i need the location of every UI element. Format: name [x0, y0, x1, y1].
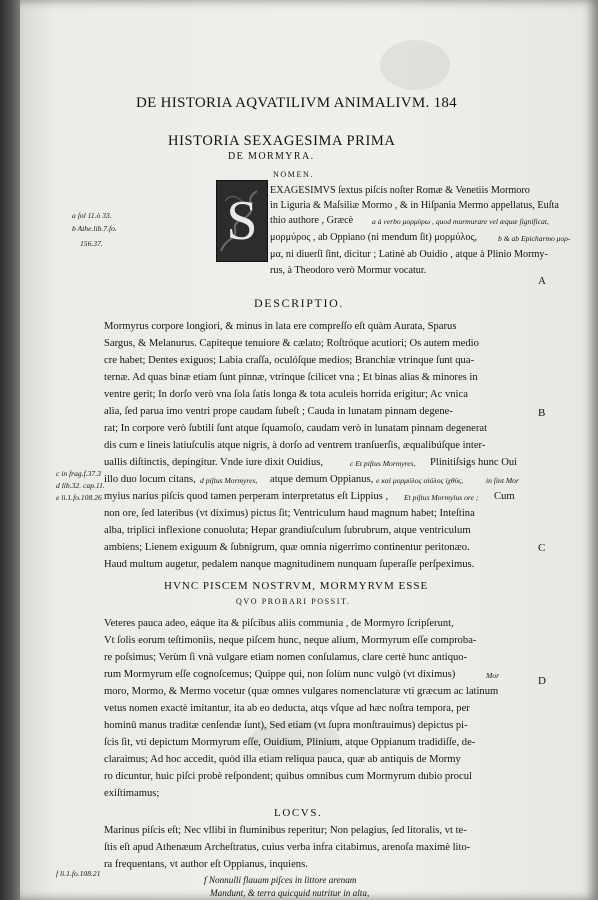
nomen-line: in Liguria & Maſsiliæ Mormo , & in Hiſpania Mermo appellatus, Euſta	[270, 200, 559, 211]
side-letter: C	[538, 542, 546, 554]
descriptio-line: Haud multum augetur, pedalem nanque magnitudinem nunquam ſuperaſſe perſpeximus.	[104, 559, 475, 570]
running-head: DE HISTORIA AQVATILIVM ANIMALIVM. 184	[136, 95, 457, 111]
hunc-line: moro, Mormo, & Mermo vocetur (quæ omnes vulgares nomenclaturæ vti græcum ac latinum	[104, 686, 499, 697]
descriptio-line: myius narius piſcis quod tamen perperam interpretatus eſt Lippius ,	[104, 491, 389, 502]
descriptio-line-tail: atque demum Oppianus,	[270, 474, 374, 485]
descriptio-line: non ore, ſed lateribus (vt diximus) pictus ſit; Ventriculum haud magnum habet; Inteſtina	[104, 508, 475, 519]
descriptio-line: ambiens; Lienem exiguum & ſubnigrum, quæ omnia nigerrimo continentur peritonæo.	[104, 542, 470, 553]
hunc-line: Veteres pauca adeo, eáque ita & piſcibus aliis communia , de Mormyro ſcripſerunt,	[104, 618, 454, 629]
locus-line: ſtis eſt apud Athenæum Archeſtratus, cuius verba infra citabimus, arenoſa maximè lito-	[104, 842, 471, 853]
book-spine	[0, 0, 20, 900]
descriptio-line: cre habet; Dentes exiguos; Labia craſſa, oculóſque medios; Branchiæ vtrinque ſunt qua-	[104, 355, 475, 366]
side-letter: D	[538, 675, 546, 687]
hunc-line: ſcis ſit, vti depictum Mormyrum eſſe, Ouidium, Plinium, atque Oppianum tradidiſſe, de-	[104, 737, 476, 748]
section-heading-hunc: HVNC PISCEM NOSTRVM, MORMYRVM ESSE	[164, 580, 429, 592]
descriptio-gloss: Et piſtus Mormylus ore ;	[404, 493, 479, 502]
nomen-line: EXAGESIMVS ſextus piſcis noſter Romæ & Venetiis Mormoro	[270, 185, 530, 196]
margin-note: 156.37.	[80, 239, 103, 248]
descriptio-line: uallis diſtinctis, depingitur. Vnde iure dixit Ouidius,	[104, 457, 324, 468]
margin-note: a ſol 11.ò 33.	[72, 211, 112, 220]
hunc-gloss: Mor	[486, 671, 500, 680]
descriptio-gloss: d piſtus Mormyres,	[200, 476, 258, 485]
nomen-line: μα, ni diuerſi ſint, dicitur ; Latinè ab Ouidio , atque à Plinio Mormy-	[270, 249, 548, 260]
verse-line: Mandunt, & terra quicquid nutritur in alta,	[210, 888, 370, 898]
book-page	[20, 0, 598, 900]
descriptio-line-tail: Plinitiſsigs hunc Oui	[430, 457, 518, 468]
margin-note: f li.1.fo.108.21	[56, 869, 101, 878]
section-heading-nomen: NOMEN.	[273, 170, 314, 179]
section-heading-locus: LOCVS.	[274, 807, 323, 819]
descriptio-line: rat; In corpore verò ſubtili ſunt atque ſquamoſo, caudam verò in lunatam pinnam degenerat	[104, 423, 488, 434]
side-letter: B	[538, 407, 546, 419]
decorated-initial	[216, 180, 268, 262]
section-subheading-hunc: QVO PROBARI POSSIT.	[236, 597, 351, 606]
margin-note: e li.1.fo.108.26	[56, 493, 102, 502]
descriptio-gloss: c Et piſtus Mormyres,	[350, 459, 416, 468]
nomen-gloss: a à verbo μορμύρω , quod murmurare vel æquæ ſignificat,	[372, 217, 549, 226]
locus-line: ra frequentans, vt author eſt Oppianus, inquiens.	[104, 859, 308, 870]
section-heading-descriptio: DESCRIPTIO.	[254, 296, 344, 310]
hunc-line: re poſsimus; Verùm ſi vnà vulgare etiam nomen conſulamus, clare certè hunc antiquo-	[104, 652, 468, 663]
locus-line: Marinus piſcis eſt; Nec vllibi in fluminibus reperitur; Non pelagius, ſed litoralis, vt te-	[104, 825, 467, 836]
nomen-line: rus, à Theodoro verò Mormur vocatur.	[270, 265, 427, 276]
paper-stain	[380, 40, 450, 90]
chapter-subtitle: DE MORMYRA.	[228, 151, 315, 162]
hunc-line: hominū manus traditæ cenſendæ ſunt), Sed etiam (vt ſupra monſtrauimus) depictus pi-	[104, 720, 468, 731]
descriptio-line: alia, ſed parua imo ventri prope caudam ſubeſt ; Cauda in lunatam pinnam degene-	[104, 406, 453, 417]
hunc-line: ro dicuntur, huic piſci probè reſpondent; quibus omnibus cum Mormyrum dubio procul	[104, 771, 472, 782]
descriptio-line: dis cum e lineis latiuſculis atque nigris, à dorſo ad ventrem tranſuerſis, æqualibúſque inter-	[104, 440, 486, 451]
side-letter: A	[538, 275, 546, 287]
nomen-line: thio authore , Græcè	[270, 215, 354, 226]
chapter-title: HISTORIA SEXAGESIMA PRIMA	[168, 133, 396, 149]
nomen-line: μορμύρος , ab Oppiano (ni mendum ſit) μορμύλος,	[270, 232, 478, 243]
initial-letter: S	[226, 190, 258, 252]
margin-note: c in frag.f.37.3	[56, 469, 101, 478]
hunc-line: claraimus; Ad hoc accedit, quòd illa etiam reliqua pauca, quæ ab antiquis de Mormy	[104, 754, 461, 765]
descriptio-line: alba, triplici inflexione conuoluta; Hepar grandiuſculum ſubrubrum, atque ventriculum	[104, 525, 471, 536]
hunc-line: rum Mormyrum eſſe cognoſcemus; Quippe qui, non ſolùm nunc vulgò (vt diximus)	[104, 669, 456, 680]
hunc-line: Vt ſolis eorum teſtimoniis, neque piſcem hunc, neque alium, Mormyrum eſſe comproba-	[104, 635, 477, 646]
descriptio-line: Mormyrus corpore longiori, & minus in lata ere compreſſo eſt quàm Aurata, Sparus	[104, 321, 457, 332]
descriptio-line: Sargus, & Melanurus. Capiteque tenuiore & cælato; Roſtróque acutiori; Os autem medio	[104, 338, 479, 349]
verse-line: f Nonnulli flauam piſces in littore arenam	[204, 875, 357, 885]
margin-note: b Athe.lib.7.fo.	[72, 224, 117, 233]
descriptio-gloss: in ſint Mor	[486, 476, 519, 485]
nomen-gloss: b & ab Epicharmo μορ-	[498, 234, 571, 243]
descriptio-line: illo duo locum citans,	[104, 474, 196, 485]
descriptio-line: ventre gerit; In dorſo verò vna ſola ſatis longa & tota aculeis horrida erigitur; Ac vnica	[104, 389, 468, 400]
descriptio-line: ternæ. Ad quas binæ etiam ſunt pinnæ, vtrinque ſcilicet vna ; Et binas alias & minores in	[104, 372, 478, 383]
margin-note: d lib.32. cap.11.	[56, 481, 105, 490]
hunc-line: exiſtimamus;	[104, 788, 160, 799]
initial-ornament-icon	[217, 181, 267, 261]
hunc-line: vetus nomen exactè imitantur, ita ab eo deducta, atqs vſque ad hæc noſtra tempora, per	[104, 703, 470, 714]
descriptio-line-tail: Cum	[494, 491, 515, 502]
descriptio-gloss: e καὶ μορμύλος αἰόλος ἰχθύς,	[376, 476, 464, 485]
